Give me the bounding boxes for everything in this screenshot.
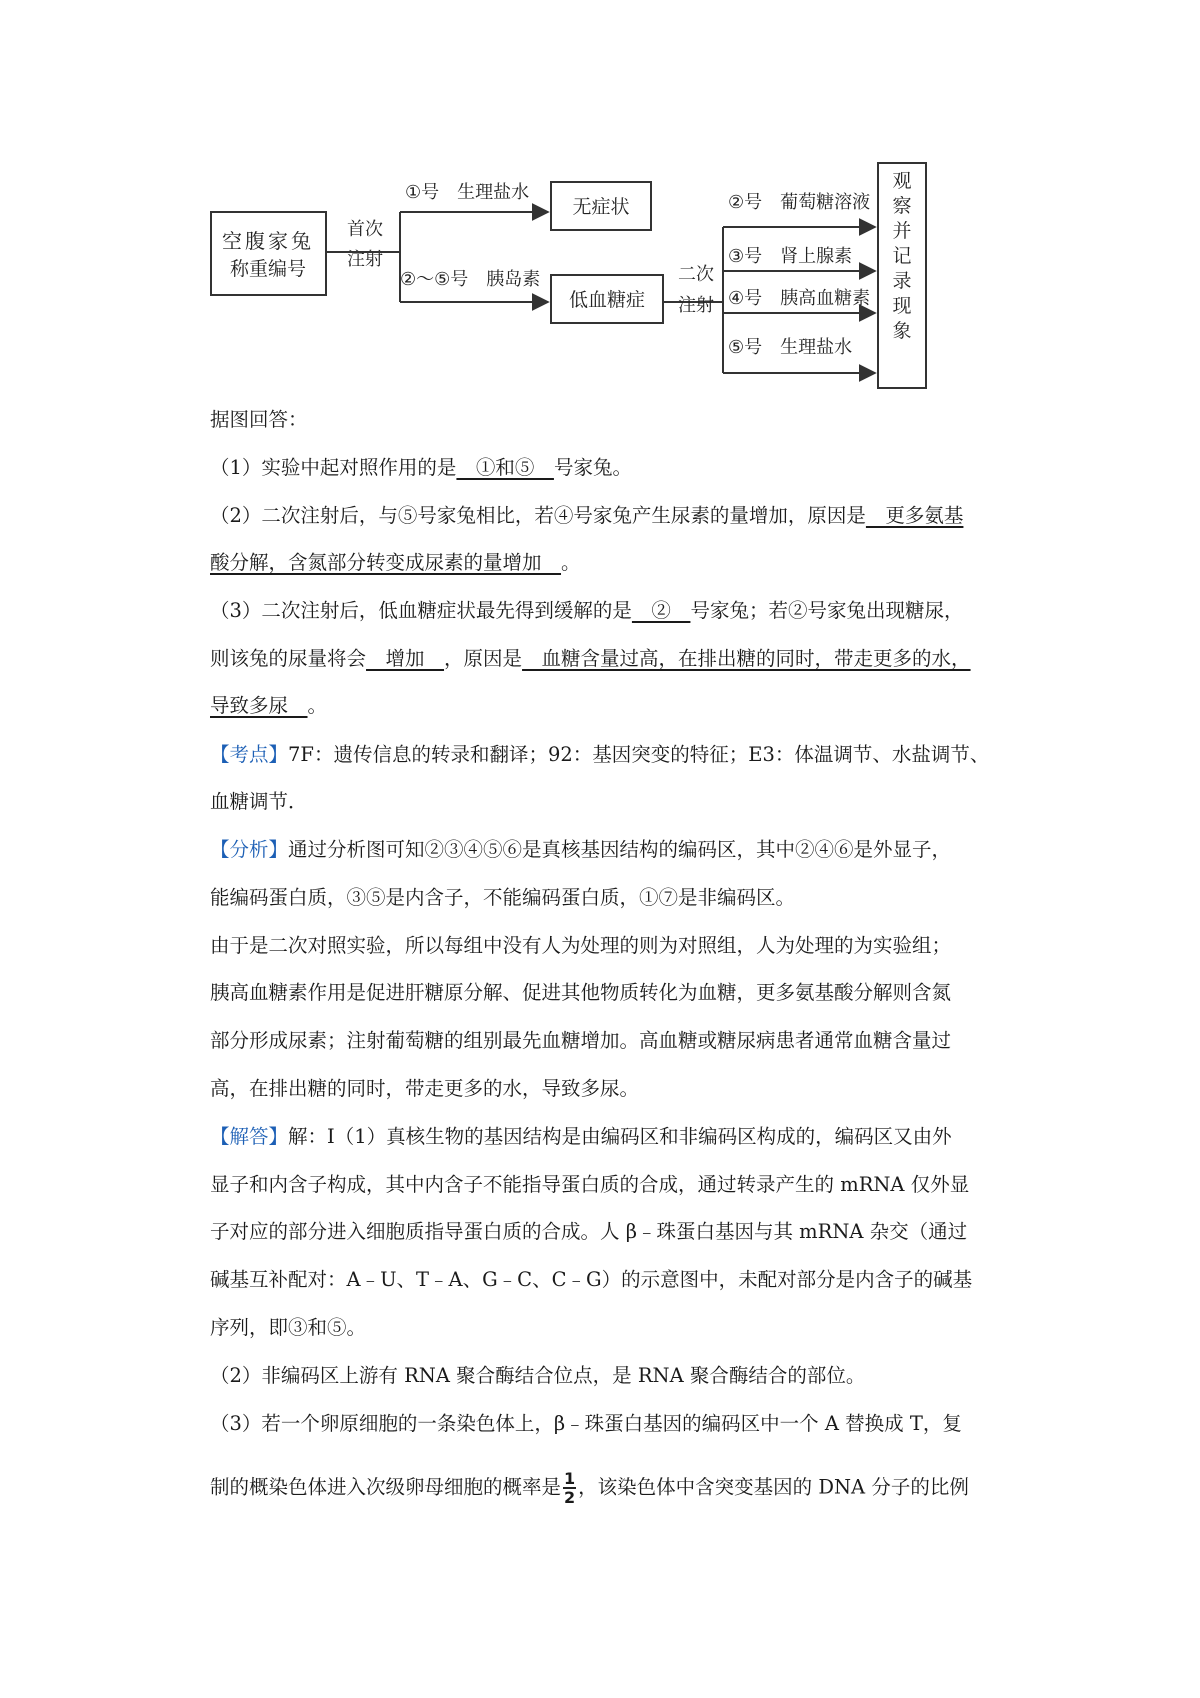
q2-tail: 。 — [561, 551, 581, 574]
second-branch-3: ④号 胰高血糖素 — [728, 288, 871, 309]
jieda-line-3: 子对应的部分进入细胞质指导蛋白质的合成。人 β﹣珠蛋白基因与其 mRNA 杂交（通过 — [210, 1220, 968, 1243]
observe-char-7: 象 — [892, 320, 912, 342]
kaodian-line-2: 血糖调节． — [210, 790, 308, 813]
q3-answer-2: 增加 — [366, 647, 445, 670]
question-2-line-1 — [210, 501, 1040, 531]
jieda-line-8 — [210, 1470, 1040, 1506]
jieda-line-4: 碱基互补配对：A﹣U、T﹣A、G﹣C、C﹣G）的示意图中，未配对部分是内含子的碱基 — [210, 1268, 973, 1291]
observe-char-2: 察 — [892, 195, 912, 217]
kaodian-line-1 — [210, 740, 1040, 770]
analysis-line-3: 部分形成尿素；注射葡萄糖的组别最先血糖增加。高血糖或糖尿病患者通常血糖含量过 — [210, 1029, 952, 1052]
second-branch-4: ⑤号 生理盐水 — [728, 337, 853, 358]
jieda-line-2: 显子和内含子构成，其中内含子不能指导蛋白质的合成，通过转录产生的 mRNA 仅外显 — [210, 1173, 970, 1196]
experiment-flow-diagram — [0, 0, 1200, 420]
start-box-line1: 空腹家兔 — [222, 229, 314, 253]
kaodian-text-1: 7F：遗传信息的转录和翻译；92：基因突变的特征；E3：体温调节、水盐调节、 — [288, 743, 990, 766]
fraction-one-half — [563, 1470, 576, 1506]
jieda-line-5: 序列，即③和⑤。 — [210, 1316, 367, 1339]
observe-char-6: 现 — [892, 295, 912, 317]
jieda-text-1: 解：Ⅰ（1）真核生物的基因结构是由编码区和非编码区构成的，编码区又由外 — [288, 1125, 952, 1148]
start-box — [211, 212, 326, 295]
start-box-line2: 称重编号 — [229, 258, 307, 280]
branch1-label: ①号 生理盐水 — [405, 182, 530, 203]
second-injection-label-1: 二次 — [678, 264, 714, 285]
observe-char-5: 录 — [892, 270, 912, 292]
q1-text: （1）实验中起对照作用的是 — [210, 456, 457, 479]
jieda-text-8-tail: ，该染色体中含突变基因的 DNA 分子的比例 — [578, 1475, 969, 1499]
fenxi-line-2: 能编码蛋白质，③⑤是内含子，不能编码蛋白质，①⑦是非编码区。 — [210, 886, 796, 909]
fenxi-text-1: 通过分析图可知②③④⑤⑥是真核基因结构的编码区，其中②④⑥是外显子， — [288, 838, 952, 861]
jieda-line-1 — [210, 1122, 1040, 1152]
q1-answer: ①和⑤ — [456, 456, 554, 479]
q2-answer-part1: 更多氨基 — [865, 504, 964, 527]
observe-char-3: 并 — [892, 220, 912, 242]
q3-text: （3）二次注射后，低血糖症状最先得到缓解的是 — [210, 599, 632, 622]
observe-char-1: 观 — [892, 170, 912, 192]
kaodian-tag: 【考点】 — [210, 743, 289, 766]
branch2-label: ②～⑤号 胰岛素 — [400, 269, 541, 290]
analysis-line-4: 高，在排出糖的同时，带走更多的水，导致多尿。 — [210, 1077, 640, 1100]
q3-mid: 号家兔；若②号家兔出现糖尿， — [690, 599, 964, 622]
prompt-line: 据图回答： — [210, 408, 308, 431]
jieda-text-8: 制的概染色体进入次级卵母细胞的概率是 — [210, 1475, 562, 1499]
q3-mid-2: ，原因是 — [444, 647, 523, 670]
analysis-line-1: 由于是二次对照实验，所以每组中没有人为处理的则为对照组，人为处理的为实验组； — [210, 934, 952, 957]
question-3-line-2 — [210, 644, 1040, 674]
question-1 — [210, 453, 1040, 483]
jieda-line-7: （3）若一个卵原细胞的一条染色体上，β﹣珠蛋白基因的编码区中一个 A 替换成 T，复 — [210, 1412, 962, 1435]
q3-answer-4: 导致多尿 — [210, 694, 308, 717]
jieda-line-6: （2）非编码区上游有 RNA 聚合酶结合位点，是 RNA 聚合酶结合的部位。 — [210, 1364, 866, 1387]
no-symptom-text: 无症状 — [572, 196, 630, 218]
observe-char-4: 记 — [892, 245, 912, 267]
question-2-line-2 — [210, 548, 1040, 578]
q3-tail: 。 — [307, 694, 328, 717]
q3-text-2: 则该兔的尿量将会 — [210, 647, 367, 670]
jieda-tag: 【解答】 — [210, 1125, 289, 1148]
fraction-numerator: 1 — [564, 1469, 576, 1488]
first-injection-label-2: 注射 — [347, 249, 383, 270]
fenxi-line-1 — [210, 835, 1040, 865]
fenxi-tag: 【分析】 — [210, 838, 289, 861]
second-branch-1: ②号 葡萄糖溶液 — [728, 192, 871, 213]
q2-answer-part2: 酸分解，含氮部分转变成尿素的量增加 — [210, 551, 562, 574]
first-injection-label-1: 首次 — [347, 219, 383, 240]
question-3-line-3 — [210, 691, 1040, 721]
fraction-denominator: 2 — [564, 1488, 576, 1507]
q1-tail: 号家兔。 — [553, 456, 632, 479]
hypoglycemia-text: 低血糖症 — [568, 289, 646, 311]
question-3-line-1 — [210, 596, 1040, 626]
q2-text: （2）二次注射后，与⑤号家兔相比，若④号家兔产生尿素的量增加，原因是 — [210, 504, 866, 527]
analysis-line-2: 胰高血糖素作用是促进肝糖原分解、促进其他物质转化为血糖，更多氨基酸分解则含氮 — [210, 981, 952, 1004]
second-branch-2: ③号 肾上腺素 — [728, 246, 853, 267]
q3-answer-1: ② — [631, 599, 691, 622]
q3-answer-3: 血糖含量过高，在排出糖的同时，带走更多的水， — [522, 647, 971, 670]
second-injection-label-2: 注射 — [678, 295, 714, 316]
